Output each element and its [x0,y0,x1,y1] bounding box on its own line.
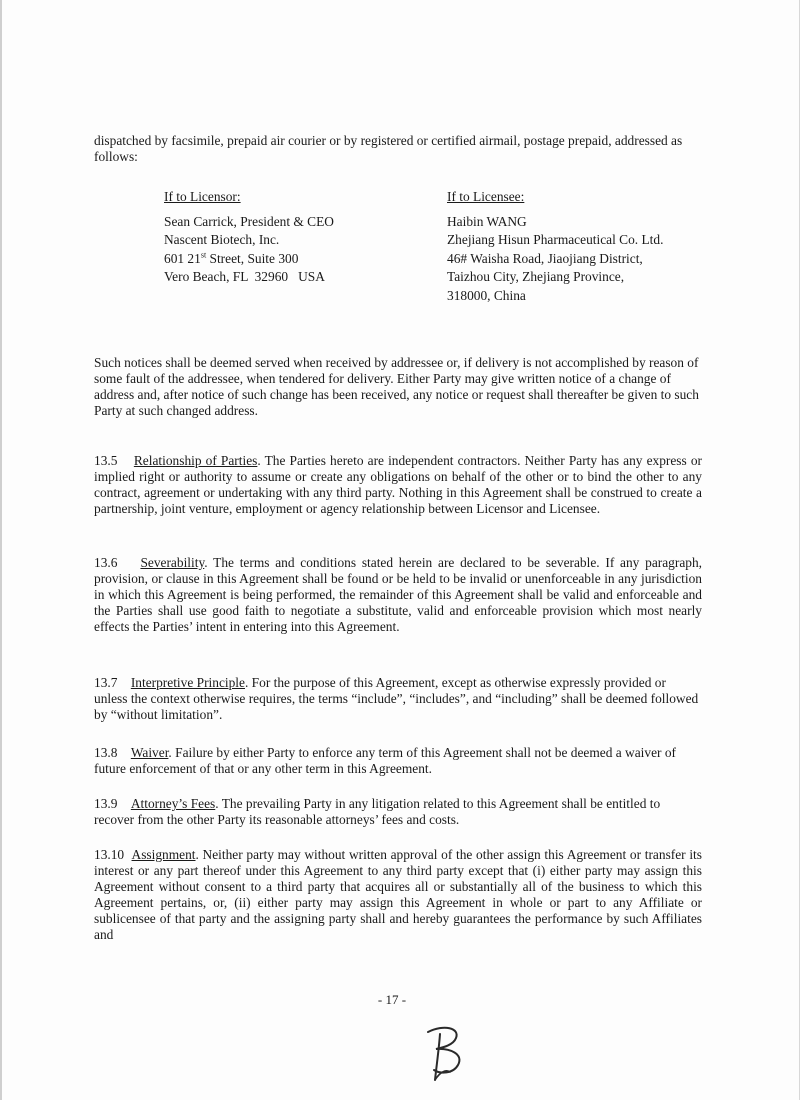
section-text: . The prevailing Party in any litigation related to this Agreement shall be entitled to recover from the other Party its reasonable attorneys’ fees and costs. [94,796,661,827]
licensee-street: 46# Waisha Road, Jiaojiang District, [447,250,643,266]
licensor-name: Sean Carrick, President & CEO [164,213,334,229]
section-text: . Neither party may without written approval of the other assign this Agreement or transfer its interest or any part thereof under this Agreement to any third party except that (i) either party may assign this Agreement without consent to a third party that acquires all or substantially all of the business to which this Agreement pertains, or, (ii) either party may assign this Agreement in whole or part to any Affiliate or sublicensee of that party and the assigning party shall and hereby guarantees the performance by such Affiliates and [94,847,702,942]
licensor-street-number: 601 21 [164,250,201,266]
section-title: Relationship of Parties [133,453,258,468]
section-text: . Failure by either Party to enforce any term of this Agreement shall not be deemed a waiver of future enforcement of that or any other term in this Agreement. [94,745,676,776]
licensee-company: Zhejiang Hisun Pharmaceutical Co. Ltd. [447,232,664,247]
licensor-street-suffix: st [200,250,207,260]
section-number: 13.10 [94,847,125,862]
licensor-address-block [164,188,334,287]
section-title: Waiver [130,745,169,760]
section-number: 13.5 [94,453,118,468]
section-13-6 [94,555,702,635]
handwritten-initials-signature [420,1022,470,1086]
licensor-street-name: Street, Suite 300 [206,250,299,266]
section-text: . The Parties hereto are independent contractors. Neither Party has any express or implied right or authority to assume or create any obligations on behalf of the other or to bind the other to any contract, agreement or undertaking with any third party. Nothing in this Agreement shall be construed to create a partnership, joint venture, employment or agency relationship between Licensor and Licensee. [94,453,702,516]
section-text: . For the purpose of this Agreement, except as otherwise expressly provided or unless the context otherwise requires, the terms “include”, “includes”, and “including” shall be deemed followed by “without limitation”. [94,675,699,722]
section-title: Severability [140,555,205,570]
section-text: . The terms and conditions stated herein are declared to be severable. If any paragraph, provision, or clause in this Agreement shall be found or be held to be invalid or unenforceable in any jurisdiction in which this Agreement is being performed, the remainder of this Agreement shall be valid and enforceable and the Parties shall use good faith to negotiate a substitute, valid and enforceable provision which most nearly effects the Parties’ intent in entering into this Agreement. [94,555,703,634]
section-13-8 [94,745,702,777]
intro-paragraph: dispatched by facsimile, prepaid air courier or by registered or certified airmail, postage prepaid, addressed as follows: [94,133,683,164]
licensee-header: If to Licensee: [447,189,525,204]
page-number: - 17 - [377,992,407,1007]
section-number: 13.7 [94,675,118,690]
licensee-city: Taizhou City, Zhejiang Province, [447,269,625,284]
section-title: Attorney’s Fees [130,796,216,811]
section-title: Assignment [131,847,196,862]
section-number: 13.9 [94,796,118,811]
licensee-address-block [447,188,663,305]
licensor-city: Vero Beach, FL 32960 USA [164,269,325,284]
section-13-9 [94,796,702,828]
section-13-7 [94,675,702,723]
licensee-name: Haibin WANG [447,213,527,229]
section-number: 13.6 [94,555,118,570]
section-13-10 [94,847,702,943]
section-number: 13.8 [94,745,118,760]
licensor-header: If to Licensor: [164,189,241,204]
licensor-street [164,250,334,269]
notices-paragraph: Such notices shall be deemed served when received by addressee or, if delivery is not accomplished by reason of some fault of the addressee, when tendered for delivery. Either Party may give written notice of a change of address and, after notice of such change has been received, any notice or request shall thereafter be given to such Party at such changed address. [94,355,699,418]
licensor-company: Nascent Biotech, Inc. [164,232,280,247]
section-13-5 [94,453,702,517]
licensee-postal: 318000, China [447,287,526,303]
section-title: Interpretive Principle [130,675,245,690]
